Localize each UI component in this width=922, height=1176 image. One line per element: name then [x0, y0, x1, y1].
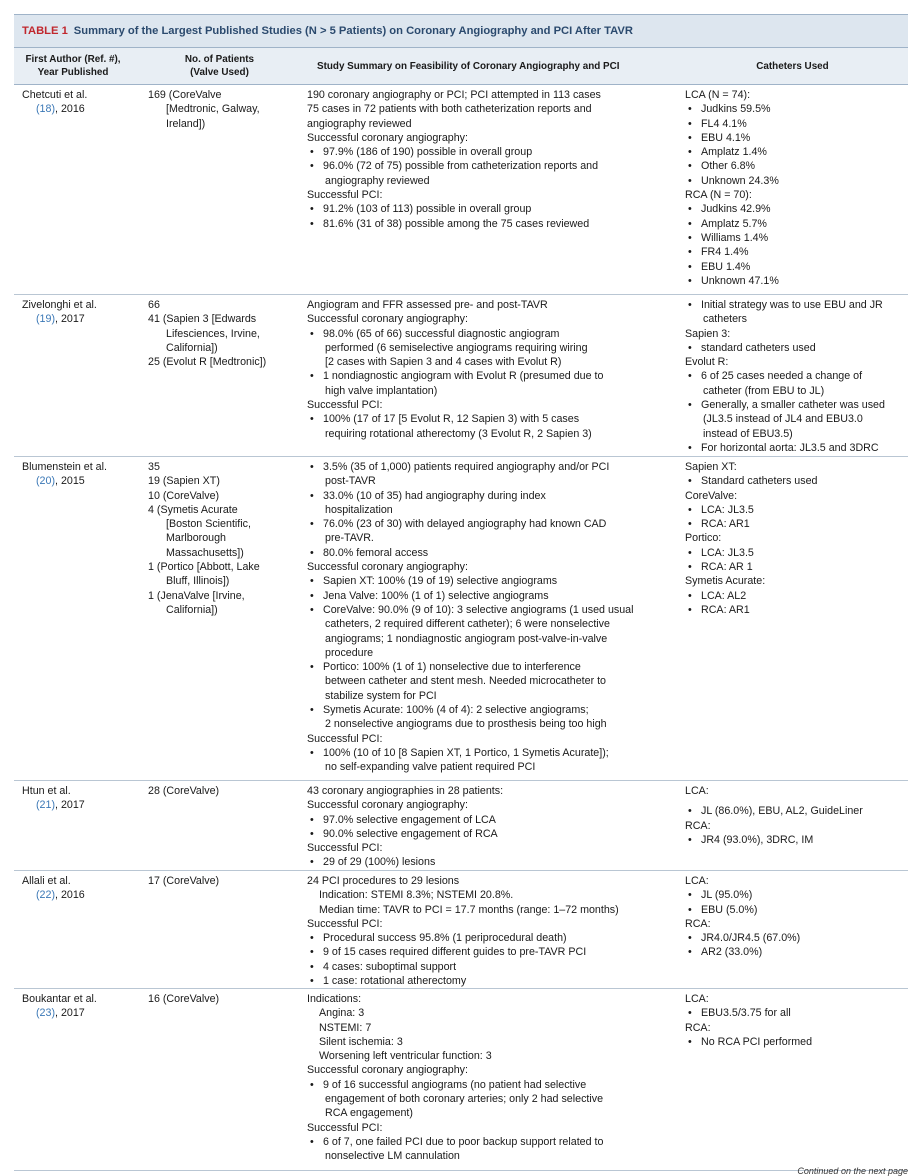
table-row — [14, 871, 908, 989]
summary-line: Successful PCI: — [307, 189, 383, 202]
author-cell: Allali et al. (22), 2016 — [22, 875, 85, 902]
table-label: TABLE 1 — [22, 25, 68, 37]
header-patients: No. of Patients (Valve Used) — [184, 54, 255, 78]
summary-line: Successful coronary angiography: — [307, 313, 468, 326]
summary-bullet: • Procedural success 95.8% (1 periprocedural death) — [307, 931, 677, 945]
table-container — [14, 14, 908, 1171]
summary-line: 190 coronary angiography or PCI; PCI attempted in 113 cases — [307, 89, 601, 101]
summary-line: angiograms; 1 nondiagnostic angiogram post-valve-in-valve — [325, 632, 608, 645]
author-cell: Chetcuti et al. (18), 2016 — [22, 89, 88, 116]
catheter-line: RCA: — [685, 917, 711, 930]
summary-cell — [307, 874, 677, 988]
catheters-cell — [677, 460, 908, 780]
patients-line: 17 (CoreValve) — [148, 875, 220, 887]
summary-line: procedure — [325, 646, 374, 659]
summary-line: Successful coronary angiography: — [307, 1064, 468, 1077]
catheter-line: CoreValve: — [685, 489, 738, 502]
summary-bullet: • Jena Valve: 100% (1 of 1) selective angiograms — [307, 589, 677, 603]
summary-line: 75 cases in 72 patients with both catheterization reports and — [307, 103, 592, 116]
summary-line: Successful coronary angiography: — [307, 131, 468, 144]
author-cell: Htun et al. (21), 2017 — [22, 785, 85, 812]
summary-line: 43 coronary angiographies in 28 patients: — [307, 785, 504, 797]
catheter-bullet: • standard catheters used — [685, 341, 908, 355]
reference-link[interactable]: (21) — [36, 799, 56, 812]
reference-link[interactable]: (19) — [36, 313, 56, 326]
table-row — [14, 989, 908, 1171]
summary-line: post-TAVR — [325, 475, 376, 488]
summary-line: no self-expanding valve patient required PCI — [325, 761, 536, 774]
year-published: 2017 — [60, 313, 85, 326]
author-name: Chetcuti et al. — [22, 89, 88, 101]
patients-line: 10 (CoreValve) — [148, 489, 220, 502]
author-name: Zivelonghi et al. — [22, 299, 97, 311]
author-name: Htun et al. — [22, 785, 71, 797]
author-cell: Zivelonghi et al. (19), 2017 — [22, 299, 97, 326]
patients-line: 28 (CoreValve) — [148, 785, 220, 797]
summary-line: Indications: — [307, 993, 362, 1005]
author-cell: Boukantar et al. (23), 2017 — [22, 993, 97, 1020]
summary-bullet: • 91.2% (103 of 113) possible in overall group — [307, 202, 677, 216]
catheter-bullet: • Judkins 42.9% — [685, 202, 908, 216]
catheter-bullet: • Amplatz 5.7% — [685, 217, 908, 231]
summary-bullet: • 4 cases: suboptimal support — [307, 960, 677, 974]
patients-line: Marlborough — [166, 532, 227, 545]
summary-cell — [307, 784, 677, 870]
catheter-bullet: • JL (95.0%) — [685, 888, 908, 902]
catheter-bullet: • LCA: AL2 — [685, 589, 908, 603]
catheter-bullet: • Other 6.8% — [685, 159, 908, 173]
year-published: 2017 — [60, 799, 85, 812]
catheter-bullet: • EBU 4.1% — [685, 131, 908, 145]
author-name: Blumenstein et al. — [22, 461, 107, 473]
summary-line: Worsening left ventricular function: 3 — [319, 1050, 492, 1063]
summary-line: angiography reviewed — [325, 174, 430, 187]
summary-line: RCA engagement) — [325, 1107, 413, 1120]
catheter-bullet: • JL (86.0%), EBU, AL2, GuideLiner — [685, 804, 908, 818]
summary-bullet: • 97.0% selective engagement of LCA — [307, 813, 677, 827]
summary-bullet: • 6 of 7, one failed PCI due to poor backup support related to — [307, 1135, 677, 1149]
patients-cell — [132, 874, 307, 988]
catheter-bullet: • RCA: AR1 — [685, 603, 908, 617]
catheter-bullet: • Generally, a smaller catheter was used — [685, 398, 908, 412]
summary-bullet: • 33.0% (10 of 35) had angiography during index — [307, 489, 677, 503]
patients-cell — [132, 460, 307, 780]
catheter-line: Portico: — [685, 532, 722, 545]
summary-line: nonselective LM cannulation — [325, 1150, 460, 1163]
summary-line: NSTEMI: 7 — [319, 1021, 372, 1034]
table-row — [14, 457, 908, 781]
summary-line: engagement of both coronary arteries; only 2 had selective — [325, 1093, 604, 1106]
catheter-line: Sapien XT: — [685, 461, 737, 473]
summary-line: between catheter and stent mesh. Needed microcatheter to — [325, 675, 607, 688]
year-published: 2016 — [60, 889, 85, 902]
summary-line: [2 cases with Sapien 3 and 4 cases with Evolut R) — [325, 356, 562, 369]
summary-bullet: • Symetis Acurate: 100% (4 of 4): 2 selective angiograms; — [307, 703, 677, 717]
reference-link[interactable]: (22) — [36, 889, 56, 902]
catheter-bullet: • AR2 (33.0%) — [685, 945, 908, 959]
catheter-bullet: • LCA: JL3.5 — [685, 503, 908, 517]
summary-line: hospitalization — [325, 503, 393, 516]
table-row — [14, 85, 908, 295]
catheter-line: catheters — [703, 313, 747, 326]
summary-bullet: • 9 of 15 cases required different guides to pre-TAVR PCI — [307, 945, 677, 959]
catheter-bullet: • Initial strategy was to use EBU and JR — [685, 298, 908, 312]
catheter-bullet: • Unknown 47.1% — [685, 274, 908, 288]
catheter-line: LCA: — [685, 993, 709, 1005]
catheter-bullet: • Judkins 59.5% — [685, 102, 908, 116]
patients-line: Massachusetts]) — [166, 546, 244, 559]
table-header-row — [14, 47, 908, 85]
summary-line: Successful PCI: — [307, 732, 383, 745]
catheter-bullet: • Amplatz 1.4% — [685, 145, 908, 159]
patients-line: [Medtronic, Galway, — [166, 103, 260, 116]
patients-cell — [132, 88, 307, 294]
header-summary: Study Summary on Feasibility of Coronary Angiography and PCI — [317, 60, 620, 72]
catheters-cell — [677, 88, 908, 294]
header-catheters: Catheters Used — [756, 60, 829, 72]
patients-cell — [132, 298, 307, 456]
catheter-bullet: • RCA: AR1 — [685, 517, 908, 531]
summary-bullet: • 96.0% (72 of 75) possible from catheterization reports and — [307, 159, 677, 173]
catheter-line: LCA: — [685, 785, 709, 797]
summary-line: 2 nonselective angiograms due to prosthesis being too high — [325, 718, 607, 731]
catheters-cell — [677, 298, 908, 456]
catheter-bullet: • Unknown 24.3% — [685, 174, 908, 188]
summary-bullet: • 3.5% (35 of 1,000) patients required angiography and/or PCI — [307, 460, 677, 474]
catheter-line: RCA: — [685, 819, 711, 832]
catheter-bullet: • Standard catheters used — [685, 474, 908, 488]
patients-line: Ireland]) — [166, 117, 206, 130]
catheter-line: Sapien 3: — [685, 327, 731, 340]
summary-cell — [307, 298, 677, 456]
summary-bullet: • 80.0% femoral access — [307, 546, 677, 560]
author-name: Boukantar et al. — [22, 993, 97, 1005]
patients-line: 4 (Symetis Acurate — [148, 503, 238, 516]
patients-line: 41 (Sapien 3 [Edwards — [148, 313, 257, 326]
patients-line: 16 (CoreValve) — [148, 993, 220, 1005]
catheter-line: Evolut R: — [685, 356, 729, 369]
summary-line: requiring rotational atherectomy (3 Evolut R, 2 Sapien 3) — [325, 427, 592, 440]
reference-link[interactable]: (18) — [36, 103, 56, 116]
catheter-bullet: • EBU3.5/3.75 for all — [685, 1006, 908, 1020]
patients-line: 1 (Portico [Abbott, Lake — [148, 561, 260, 574]
catheter-bullet: • For horizontal aorta: JL3.5 and 3DRC — [685, 441, 908, 455]
catheter-bullet: • EBU (5.0%) — [685, 903, 908, 917]
catheter-bullet: • 6 of 25 cases needed a change of — [685, 369, 908, 383]
summary-bullet: • Portico: 100% (1 of 1) nonselective due to interference — [307, 660, 677, 674]
summary-bullet: • Sapien XT: 100% (19 of 19) selective angiograms — [307, 574, 677, 588]
summary-bullet: • 90.0% selective engagement of RCA — [307, 827, 677, 841]
catheters-cell — [677, 784, 908, 870]
patients-cell — [132, 992, 307, 1170]
summary-line: Median time: TAVR to PCI = 17.7 months (range: 1–72 months) — [319, 903, 619, 916]
patients-line: 169 (CoreValve — [148, 89, 222, 101]
summary-line: high valve implantation) — [325, 384, 438, 397]
summary-bullet: • 9 of 16 successful angiograms (no patient had selective — [307, 1078, 677, 1092]
author-cell: Blumenstein et al. (20), 2015 — [22, 461, 107, 488]
catheter-line: (JL3.5 instead of JL4 and EBU3.0 — [703, 413, 863, 426]
summary-line: Silent ischemia: 3 — [319, 1035, 403, 1048]
patients-line: 19 (Sapien XT) — [148, 475, 220, 488]
catheter-bullet: • RCA: AR 1 — [685, 560, 908, 574]
summary-bullet: • 76.0% (23 of 30) with delayed angiography had known CAD — [307, 517, 677, 531]
summary-cell — [307, 88, 677, 294]
summary-bullet: • 100% (17 of 17 [5 Evolut R, 12 Sapien 3) with 5 cases — [307, 412, 677, 426]
catheter-bullet: • LCA: JL3.5 — [685, 546, 908, 560]
continued-note: Continued on the next page — [797, 1166, 908, 1176]
catheter-bullet: • JR4.0/JR4.5 (67.0%) — [685, 931, 908, 945]
summary-bullet: • CoreValve: 90.0% (9 of 10): 3 selective angiograms (1 used usual — [307, 603, 677, 617]
catheter-bullet: • Williams 1.4% — [685, 231, 908, 245]
table-row — [14, 295, 908, 457]
catheter-line: instead of EBU3.5) — [703, 427, 793, 440]
catheter-line: Symetis Acurate: — [685, 575, 766, 588]
patients-line: California]) — [166, 341, 218, 354]
catheter-bullet: • EBU 1.4% — [685, 260, 908, 274]
catheter-line: RCA (N = 70): — [685, 189, 752, 202]
summary-line: angiography reviewed — [307, 117, 412, 130]
table-row — [14, 781, 908, 871]
author-name: Allali et al. — [22, 875, 71, 887]
catheters-cell — [677, 992, 908, 1170]
patients-line: California]) — [166, 603, 218, 616]
header-author: First Author (Ref. #), Year Published — [25, 54, 121, 78]
summary-bullet: • 100% (10 of 10 [8 Sapien XT, 1 Portico, 1 Symetis Acurate]); — [307, 746, 677, 760]
summary-bullet: • 97.9% (186 of 190) possible in overall group — [307, 145, 677, 159]
summary-bullet: • 81.6% (31 of 38) possible among the 75 cases reviewed — [307, 217, 677, 231]
reference-link[interactable]: (20) — [36, 475, 56, 488]
year-published: 2015 — [60, 475, 85, 488]
summary-line: performed (6 semiselective angiograms requiring wiring — [325, 341, 588, 354]
summary-line: Successful PCI: — [307, 1121, 383, 1134]
summary-bullet: • 1 case: rotational atherectomy — [307, 974, 677, 988]
summary-line: Successful PCI: — [307, 399, 383, 412]
patients-line: Bluff, Illinois]) — [166, 575, 230, 588]
catheters-cell — [677, 874, 908, 988]
table-body — [14, 85, 908, 1171]
catheter-line: LCA (N = 74): — [685, 89, 751, 101]
catheter-line: catheter (from EBU to JL) — [703, 384, 825, 397]
patients-line: 35 — [148, 461, 160, 473]
summary-bullet: • 98.0% (65 of 66) successful diagnostic angiogram — [307, 327, 677, 341]
summary-line: Successful coronary angiography: — [307, 799, 468, 812]
summary-line: stabilize system for PCI — [325, 689, 437, 702]
catheter-bullet: • No RCA PCI performed — [685, 1035, 908, 1049]
patients-line: 25 (Evolut R [Medtronic]) — [148, 356, 267, 369]
patients-line: 1 (JenaValve [Irvine, — [148, 589, 245, 602]
year-published: 2017 — [60, 1007, 85, 1020]
summary-line: Successful PCI: — [307, 842, 383, 855]
summary-cell — [307, 992, 677, 1170]
catheter-line: RCA: — [685, 1021, 711, 1034]
summary-line: Successful coronary angiography: — [307, 561, 468, 574]
catheter-bullet: • JR4 (93.0%), 3DRC, IM — [685, 833, 908, 847]
summary-line: Successful PCI: — [307, 917, 383, 930]
catheter-bullet: • FR4 1.4% — [685, 245, 908, 259]
table-title: Summary of the Largest Published Studies (N > 5 Patients) on Coronary Angiography and PCI After TAVR — [73, 25, 633, 37]
summary-line: 24 PCI procedures to 29 lesions — [307, 875, 460, 887]
summary-line: catheters, 2 required different catheter); 6 were nonselective — [325, 618, 610, 631]
summary-line: pre-TAVR. — [325, 532, 374, 545]
patients-cell — [132, 784, 307, 870]
patients-line: 66 — [148, 299, 160, 311]
patients-line: [Boston Scientific, — [166, 518, 251, 531]
summary-line: Angina: 3 — [319, 1007, 365, 1020]
summary-line: Indication: STEMI 8.3%; NSTEMI 20.8%. — [319, 889, 514, 902]
patients-line: Lifesciences, Irvine, — [166, 327, 260, 340]
catheter-bullet: • FL4 4.1% — [685, 117, 908, 131]
year-published: 2016 — [60, 103, 85, 116]
catheter-line: LCA: — [685, 875, 709, 887]
table-title-bar — [14, 14, 908, 47]
reference-link[interactable]: (23) — [36, 1007, 56, 1020]
summary-bullet: • 29 of 29 (100%) lesions — [307, 855, 677, 869]
summary-cell — [307, 460, 677, 780]
summary-line: Angiogram and FFR assessed pre- and post-TAVR — [307, 299, 548, 311]
summary-bullet: • 1 nondiagnostic angiogram with Evolut R (presumed due to — [307, 369, 677, 383]
